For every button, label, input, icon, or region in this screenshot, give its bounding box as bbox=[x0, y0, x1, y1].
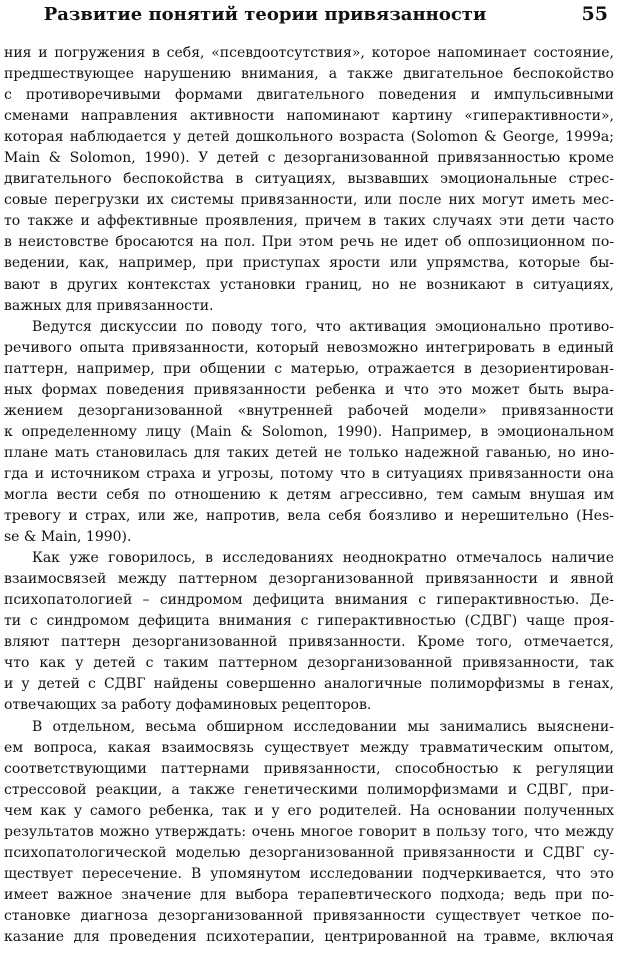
text-line: могла вести себя по отношению к детям агрессивно, тем самым внушая им bbox=[4, 486, 614, 503]
text-line: речивого опыта привязанности, который невозможно интегрировать в единый bbox=[4, 339, 614, 356]
text-line: двигательного беспокойства в ситуациях, вызвавших эмоциональные стрес- bbox=[4, 171, 614, 188]
text-line: жением дезорганизованной «внутренней рабочей модели» привязанности bbox=[4, 402, 614, 419]
text-line: становке диагноза дезорганизованной привязанности существует четкое по- bbox=[4, 907, 614, 924]
text-line: плане мать становилась для таких детей не только надежной гаванью, но ино- bbox=[4, 444, 614, 461]
text-line: вают в других контекстах установки границ, но не возникают в ситуациях, bbox=[4, 276, 614, 293]
text-line: с противоречивыми формами двигательного поведения и импульсивными bbox=[4, 87, 614, 104]
text-line: сменами направления активности напоминают картину «гиперактивности», bbox=[4, 108, 614, 125]
text-line: Ведутся дискуссии по поводу того, что активация эмоционально противо- bbox=[32, 318, 614, 335]
text-line: вляют паттерн дезорганизованной привязанности. Кроме того, отмечается, bbox=[4, 634, 614, 651]
text-line: стрессовой реакции, а также генетическими полиморфизмами и СДВГ, при- bbox=[4, 781, 614, 798]
text-line: к определенному лицу (Main & Solomon, 1990). Например, в эмоциональном bbox=[4, 423, 614, 440]
text-line: важных для привязанности. bbox=[4, 297, 214, 314]
text-line: взаимосвязей между паттерном дезорганизованной привязанности и явной bbox=[4, 571, 614, 588]
text-line: имеет важное значение для выбора терапевтического подхода; ведь при по- bbox=[4, 886, 614, 903]
page-number: 55 bbox=[581, 3, 608, 25]
text-line: ществует пересечение. В упомянутом исследовании подчеркивается, что это bbox=[4, 865, 614, 882]
text-line: в неистовстве бросаются на пол. При этом речь не идет об оппозиционном по- bbox=[4, 234, 614, 251]
text-line: психопатологической моделью дезорганизованной привязанности и СДВГ су- bbox=[4, 844, 614, 861]
text-line: паттерн, например, при общении с матерью, отражается в дезориентирован- bbox=[4, 360, 614, 377]
text-line: Main & Solomon, 1990). У детей с дезорганизованной привязанностью кроме bbox=[4, 150, 614, 167]
text-line: гда и источником страха и угрозы, потому что в ситуациях привязанности она bbox=[4, 465, 614, 482]
text-line: ных формах поведения привязанности ребенка и что это может быть выра- bbox=[4, 381, 614, 398]
text-line: ем вопроса, какая взаимосвязь существует между травматическим опытом, bbox=[4, 739, 614, 756]
text-line: se & Main, 1990). bbox=[4, 529, 132, 546]
text-line: ти с синдромом дефицита внимания с гиперактивностью (СДВГ) чаще проя- bbox=[4, 613, 614, 630]
text-line: совые перегрузки их системы привязанности, или после них могут иметь мес- bbox=[4, 192, 614, 209]
text-line: отвечающих за работу дофаминовых рецепторов. bbox=[4, 697, 372, 714]
text-line: соответствующими паттернами привязанности, способностью к регуляции bbox=[4, 760, 614, 777]
text-line: и у детей с СДВГ найдены совершенно аналогичные полиморфизмы в генах, bbox=[4, 676, 614, 693]
text-line: то также и аффективные проявления, причем в таких случаях эти дети часто bbox=[4, 213, 614, 230]
text-line: предшествующее нарушению внимания, а также двигательное беспокойство bbox=[4, 66, 614, 83]
page-header bbox=[0, 0, 620, 40]
text-line: психопатологией – синдромом дефицита внимания с гиперактивностью. Де- bbox=[4, 592, 614, 609]
text-line: которая наблюдается у детей дошкольного возраста (Solomon & George, 1999a; bbox=[4, 129, 614, 146]
text-line: чем как у самого ребенка, так и у его родителей. На основании полученных bbox=[4, 802, 614, 819]
text-line: результатов можно утверждать: очень многое говорит в пользу того, что между bbox=[4, 823, 614, 840]
text-line: тревогу и страх, или же, напротив, вела себя боязливо и нерешительно (Hes- bbox=[4, 508, 614, 525]
paragraph bbox=[4, 43, 614, 317]
text-line: Как уже говорилось, в исследованиях неоднократно отмечалось наличие bbox=[32, 550, 614, 567]
text-line: В отдельном, весьма обширном исследовании мы занимались выяснени- bbox=[32, 718, 614, 735]
text-line: казание для проведения психотерапии, центрированной на травме, включая bbox=[4, 928, 614, 945]
text-line: ведении, как, например, при приступах ярости или упрямства, которые бы- bbox=[4, 255, 614, 272]
text-line: ния и погружения в себя, «псевдоотсутствия», которое напоминает состояние, bbox=[4, 45, 614, 61]
text-line: что как у детей с таким паттерном дезорганизованной привязанности, так bbox=[4, 655, 614, 672]
paragraph bbox=[4, 317, 614, 549]
running-title: Развитие понятий теории привязанности bbox=[43, 4, 487, 25]
body-text bbox=[4, 43, 614, 948]
paragraph bbox=[4, 717, 614, 949]
paragraph bbox=[4, 548, 614, 716]
